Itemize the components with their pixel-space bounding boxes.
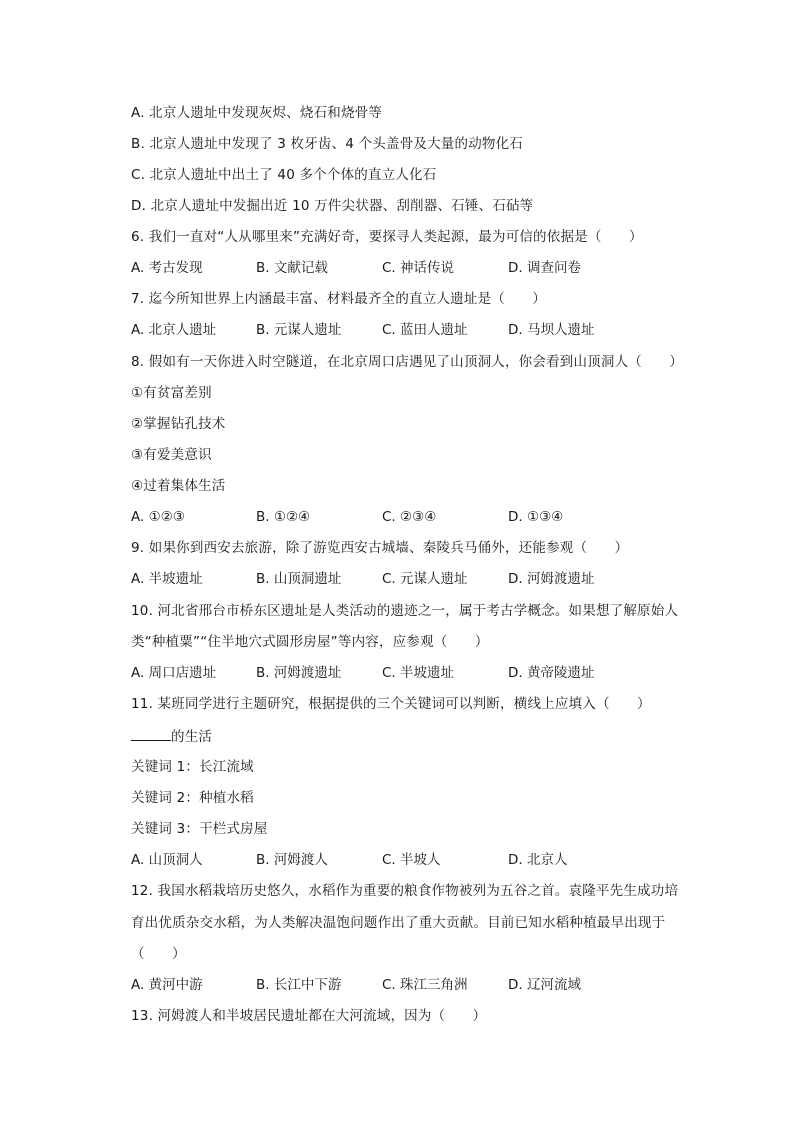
q10-option-d: D. 黄帝陵遗址 (508, 665, 595, 681)
q8-option-b: B. ①②④ (256, 509, 311, 525)
q9-option-b: B. 山顶洞遗址 (256, 571, 342, 587)
q5-option-b: B. 北京人遗址中发现了 3 枚牙齿、4 个头盖骨及大量的动物化石 (131, 136, 523, 152)
q6-option-c: C. 神话传说 (382, 260, 455, 276)
q11-keyword-2: 关键词 2：种植水稻 (131, 790, 254, 806)
q9-option-a: A. 半坡遗址 (131, 571, 203, 587)
q11-option-c: C. 半坡人 (382, 852, 441, 868)
q11-stem: 11. 某班同学进行主题研究，根据提供的三个关键词可以判断，横线上应填入（ ） (131, 696, 651, 712)
q11-option-d: D. 北京人 (508, 852, 568, 868)
q7-option-a: A. 北京人遗址 (131, 322, 217, 338)
q12-stem-line3: （ ） (131, 946, 186, 962)
q7-stem: 7. 迄今所知世界上内涵最丰富、材料最齐全的直立人遗址是（ ） (131, 291, 547, 307)
q6-option-b: B. 文献记载 (256, 260, 328, 276)
q12-option-b: B. 长江中下游 (256, 977, 342, 993)
q8-option-d: D. ①③④ (508, 509, 564, 525)
q5-option-d: D. 北京人遗址中发掘出近 10 万件尖状器、刮削器、石锤、石砧等 (131, 198, 534, 214)
q10-option-b: B. 河姆渡遗址 (256, 665, 342, 681)
q12-stem-line2: 育出优质杂交水稻，为人类解决温饱问题作出了重大贡献。目前已知水稻种植最早出现于 (131, 915, 666, 931)
fill-blank[interactable] (131, 726, 171, 741)
q9-option-d: D. 河姆渡遗址 (508, 571, 595, 587)
q8-options (131, 507, 651, 527)
q11-option-a: A. 山顶洞人 (131, 852, 203, 868)
q7-options (131, 320, 651, 340)
q12-option-c: C. 珠江三角洲 (382, 977, 468, 993)
q8-statement-4: ④过着集体生活 (131, 478, 226, 494)
q12-option-a: A. 黄河中游 (131, 977, 203, 993)
q8-statement-2: ②掌握钻孔技术 (131, 416, 226, 432)
q10-stem-line1: 10. 河北省邢台市桥东区遗址是人类活动的遗迹之一，属于考古学概念。如果想了解原始人 (131, 603, 679, 619)
q5-option-a: A. 北京人遗址中发现灰烬、烧石和烧骨等 (131, 105, 383, 121)
q8-option-a: A. ①②③ (131, 509, 185, 525)
q11-option-b: B. 河姆渡人 (256, 852, 328, 868)
q10-options (131, 663, 651, 683)
q12-option-d: D. 辽河流域 (508, 977, 581, 993)
q9-options (131, 569, 651, 589)
q8-statement-3: ③有爱美意识 (131, 447, 212, 463)
q10-option-c: C. 半坡遗址 (382, 665, 455, 681)
q6-options (131, 258, 651, 278)
q10-option-a: A. 周口店遗址 (131, 665, 217, 681)
q12-options (131, 975, 651, 995)
q8-option-c: C. ②③④ (382, 509, 437, 525)
q6-option-a: A. 考古发现 (131, 260, 203, 276)
q9-option-c: C. 元谋人遗址 (382, 571, 468, 587)
q6-stem: 6. 我们一直对“人从哪里来”充满好奇，要探寻人类起源，最为可信的依据是（ ） (131, 229, 643, 245)
q12-stem-line1: 12. 我国水稻栽培历史悠久，水稻作为重要的粮食作物被列为五谷之首。袁隆平先生成功培 (131, 883, 679, 899)
q5-option-c: C. 北京人遗址中出土了 40 多个个体的直立人化石 (131, 167, 437, 183)
q11-keyword-1: 关键词 1：长江流域 (131, 759, 254, 775)
q10-stem-line2: 类“种植粟”“住半地穴式圆形房屋”等内容，应参观（ ） (131, 634, 489, 650)
q7-option-c: C. 蓝田人遗址 (382, 322, 468, 338)
q8-statement-1: ①有贫富差别 (131, 385, 212, 401)
q11-blank-suffix: 的生活 (171, 729, 213, 745)
q11-options (131, 850, 651, 870)
q11-keyword-3: 关键词 3：干栏式房屋 (131, 821, 268, 837)
q7-option-d: D. 马坝人遗址 (508, 322, 595, 338)
q13-stem: 13. 河姆渡人和半坡居民遗址都在大河流域，因为（ ） (131, 1008, 487, 1024)
q6-option-d: D. 调查问卷 (508, 260, 581, 276)
q9-stem: 9. 如果你到西安去旅游，除了游览西安古城墙、秦陵兵马俑外，还能参观（ ） (131, 540, 629, 556)
q7-option-b: B. 元谋人遗址 (256, 322, 342, 338)
q11-blank-line (131, 726, 212, 747)
q8-stem: 8. 假如有一天你进入时空隧道，在北京周口店遇见了山顶洞人，你会看到山顶洞人（ ） (131, 354, 684, 370)
